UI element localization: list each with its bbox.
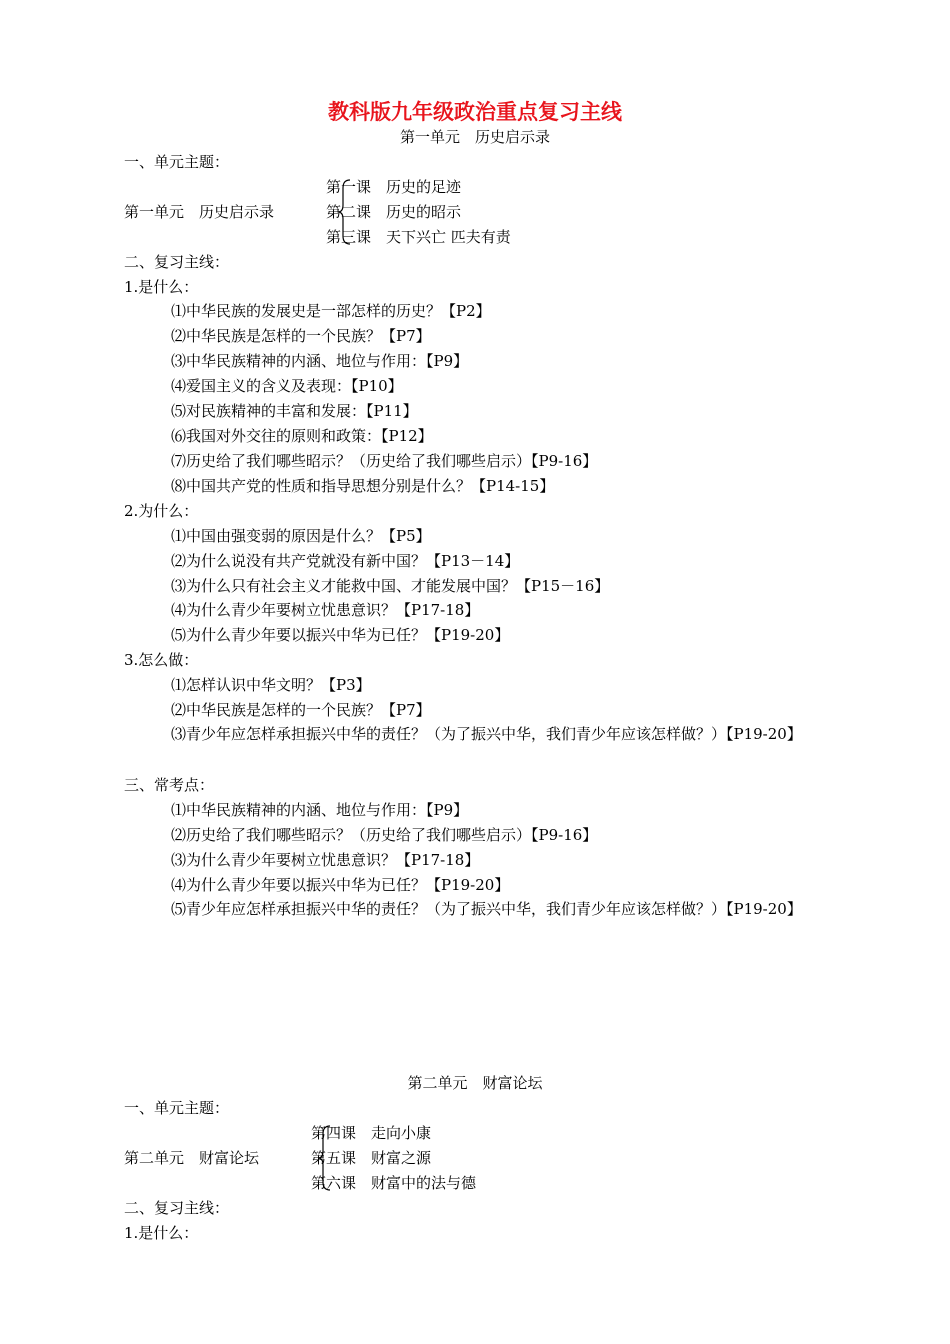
unit2-lesson-4: 第四课 走向小康 [311, 1124, 432, 1142]
unit1-heading: 第一单元 历史启示录 [399, 128, 550, 146]
list-item: ⑵中华民族是怎样的一个民族？【P7】 [171, 701, 431, 719]
unit2-what-label: 1.是什么： [124, 1224, 199, 1242]
unit1-lesson-2: 第二课 历史的昭示 [326, 203, 462, 221]
list-item: ⑵历史给了我们哪些昭示？（历史给了我们哪些启示）【P9-16】 [171, 826, 598, 844]
unit1-why-label: 2.为什么： [124, 502, 199, 520]
list-item: ⑸为什么青少年要以振兴中华为已任？【P19-20】 [171, 626, 510, 644]
list-item: ⑴怎样认识中华文明？【P3】 [171, 676, 371, 694]
unit1-key-label: 三、常考点： [124, 776, 215, 794]
list-item: ⑻中国共产党的性质和指导思想分别是什么？【P14-15】 [171, 477, 555, 495]
unit1-review-label: 二、复习主线： [124, 253, 230, 271]
unit1-lesson-1: 第一课 历史的足迹 [326, 178, 462, 196]
unit2-name: 第二单元 财富论坛 [124, 1149, 260, 1167]
list-item: ⑵中华民族是怎样的一个民族？【P7】 [171, 327, 431, 345]
unit1-what-label: 1.是什么： [124, 278, 199, 296]
list-item: ⑴中华民族的发展史是一部怎样的历史？【P2】 [171, 302, 491, 320]
list-item: ⑷爱国主义的含义及表现：【P10】 [171, 377, 403, 395]
list-item: ⑶为什么青少年要树立忧患意识？【P17-18】 [171, 851, 480, 869]
unit1-how-label: 3.怎么做： [124, 651, 199, 669]
unit1-theme-label: 一、单元主题： [124, 153, 230, 171]
list-item-wrapped: ⑶青少年应怎样承担振兴中华的责任？（为了振兴中华，我们青少年应该怎样做？）【P19-20】 [171, 725, 802, 743]
list-item: ⑸对民族精神的丰富和发展：【P11】 [171, 402, 418, 420]
list-item: ⑴中国由强变弱的原因是什么？【P5】 [171, 527, 431, 545]
list-item: ⑹我国对外交往的原则和政策：【P12】 [171, 427, 433, 445]
list-item: ⑵为什么说没有共产党就没有新中国？【P13－14】 [171, 552, 520, 570]
list-item-wrapped: ⑸青少年应怎样承担振兴中华的责任？（为了振兴中华，我们青少年应该怎样做？）【P19-20】 [171, 900, 802, 918]
list-item: ⑴中华民族精神的内涵、地位与作用：【P9】 [171, 801, 469, 819]
list-item: ⑶为什么只有社会主义才能救中国、才能发展中国？【P15－16】 [171, 577, 610, 595]
list-item: ⑷为什么青少年要以振兴中华为已任？【P19-20】 [171, 876, 510, 894]
unit2-theme-label: 一、单元主题： [124, 1099, 230, 1117]
list-item: ⑷为什么青少年要树立忧患意识？【P17-18】 [171, 601, 480, 619]
unit1-lesson-3: 第三课 天下兴亡 匹夫有责 [326, 228, 511, 246]
list-item: ⑶中华民族精神的内涵、地位与作用：【P9】 [171, 352, 469, 370]
unit2-review-label: 二、复习主线： [124, 1199, 230, 1217]
unit2-heading: 第二单元 财富论坛 [407, 1074, 543, 1092]
unit2-lesson-6: 第六课 财富中的法与德 [311, 1174, 477, 1192]
document-title: 教科版九年级政治重点复习主线 [328, 100, 622, 124]
list-item: ⑺历史给了我们哪些昭示？（历史给了我们哪些启示）【P9-16】 [171, 452, 598, 470]
unit1-name: 第一单元 历史启示录 [124, 203, 275, 221]
unit2-lesson-5: 第五课 财富之源 [311, 1149, 432, 1167]
